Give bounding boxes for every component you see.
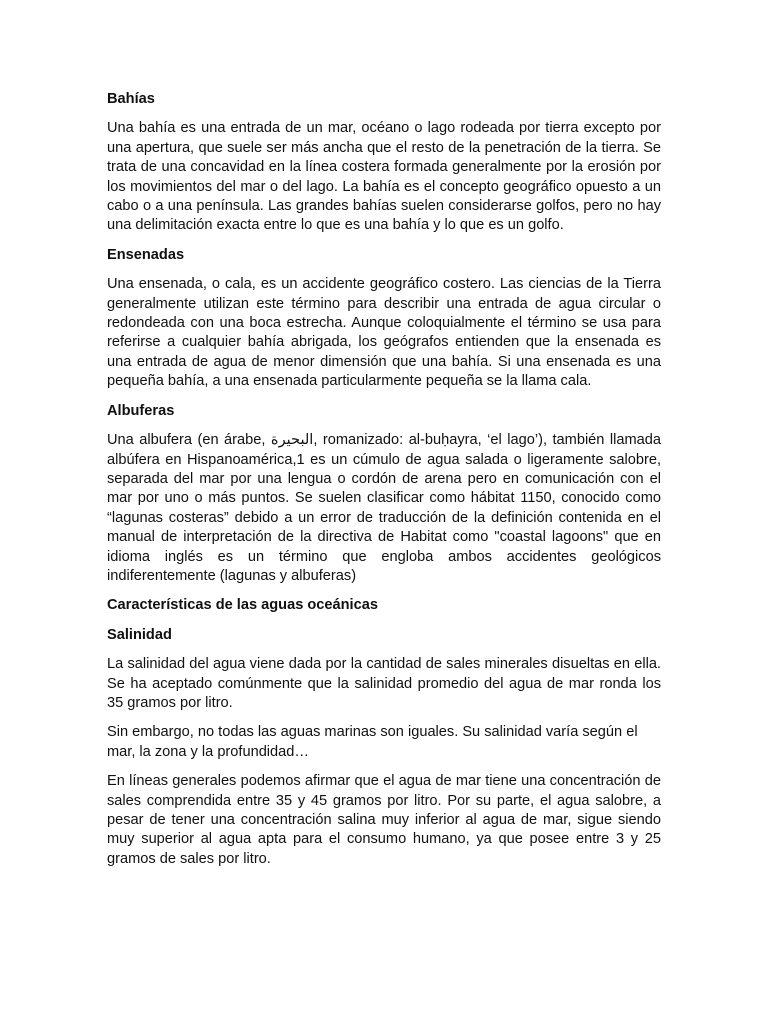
paragraph-ensenadas: Una ensenada, o cala, es un accidente geográfico costero. Las ciencias de la Tierra generalmente utilizan este término para describir una entrada de agua circular o redondeada con una boca estrecha. Aunque coloquialmente el término se usa para referirse a cualquier bahía abrigada, los geógrafos entienden que la ensenada es una entrada de agua de menor dimensión que una bahía. Si una ensenada es una pequeña bahía, a una ensenada particularmente pequeña se la llama cala. xyxy=(107,276,661,390)
paragraph-salinidad-3: En líneas generales podemos afirmar que el agua de mar tiene una concentración de sales comprendida entre 35 y 45 gramos por litro. Por su parte, el agua salobre, a pesar de tener una concentración salina muy inferior al agua de mar, sigue siendo muy superior al agua apta para el consumo humano, ya que posee entre 3 y 25 gramos de sales por litro. xyxy=(107,773,661,867)
paragraph-salinidad-2: Sin embargo, no todas las aguas marinas son iguales. Su salinidad varía según el mar, la zona y la profundidad… xyxy=(107,724,638,760)
paragraph-bahias: Una bahía es una entrada de un mar, océano o lago rodeada por tierra excepto por una apertura, que suele ser más ancha que el resto de la penetración de la tierra. Se trata de una concavidad en la línea costera formada generalmente por la erosión por los movimientos del mar o del lago. La bahía es el concepto geográfico opuesto a un cabo o a una península. Las grandes bahías suelen considerarse golfos, pero no hay una delimitación exacta entre lo que es una bahía y lo que es un golfo. xyxy=(107,120,661,234)
heading-caracteristicas: Características de las aguas oceánicas xyxy=(107,597,378,614)
document-page xyxy=(107,90,661,879)
heading-bahias: Bahías xyxy=(107,91,155,107)
paragraph-albuferas: Una albufera (en árabe, البحيرة, romanizado: al-buḥayra, ‘el lago’), también llamada albúfera en Hispanoamérica,1 es un cúmulo de agua salada o ligeramente salobre, separada del mar por una lengua o cordón de arena pero en comunicación con el mar por uno o más puntos. Se suelen clasificar como hábitat 1150, conocido como “lagunas costeras” debido a un error de traducción de la definición contenida en el manual de interpretación de la directiva de Habitat como "coastal lagoons" que en idioma inglés es un término que engloba ambos accidentes geológicos indiferentemente (lagunas y albuferas) xyxy=(107,432,662,584)
heading-albuferas: Albuferas xyxy=(107,402,175,419)
heading-salinidad: Salinidad xyxy=(107,626,172,643)
paragraph-salinidad-1: La salinidad del agua viene dada por la cantidad de sales minerales disueltas en ella. Se ha aceptado comúnmente que la salinidad promedio del agua de mar ronda los 35 gramos por litro. xyxy=(107,656,661,711)
heading-ensenadas: Ensenadas xyxy=(107,246,185,263)
